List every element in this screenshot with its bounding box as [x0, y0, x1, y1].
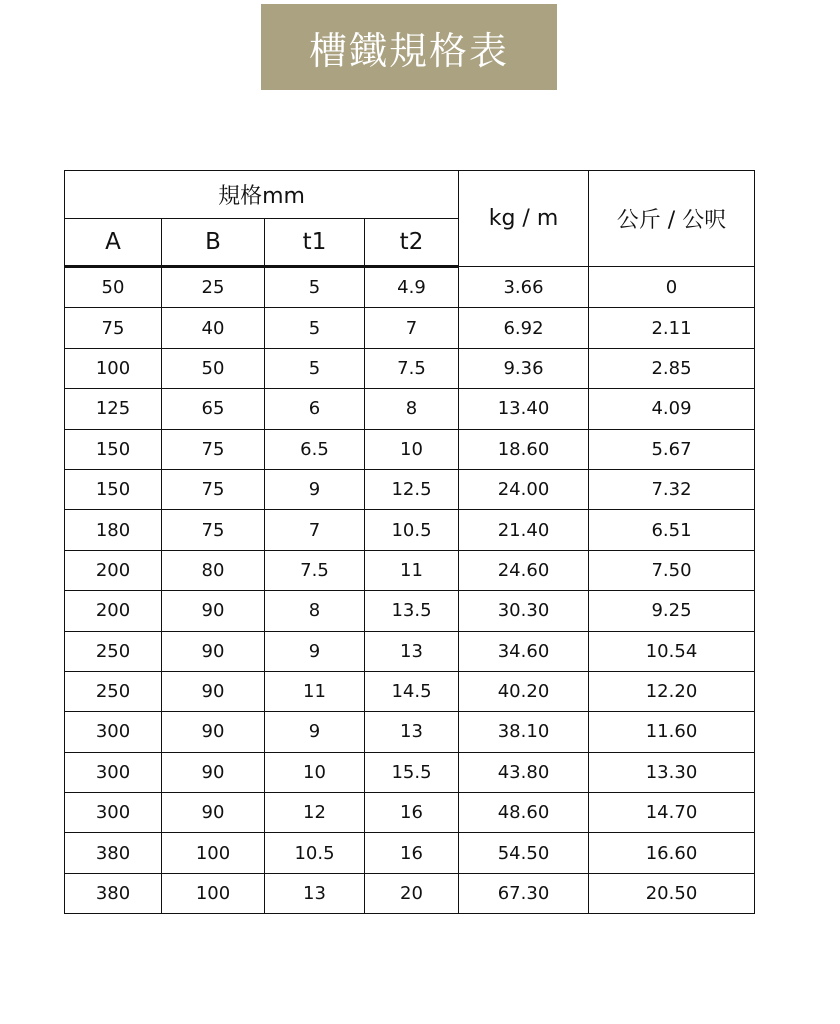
cell-a: 200 [65, 591, 162, 631]
table-row [65, 671, 755, 711]
table-row [65, 510, 755, 550]
cell-kg-per-m: 40.20 [459, 671, 589, 711]
cell-kg-per-ft: 12.20 [589, 671, 755, 711]
cell-a: 380 [65, 873, 162, 913]
cell-a: 100 [65, 348, 162, 388]
table-row [65, 591, 755, 631]
cell-kg-per-m: 18.60 [459, 429, 589, 469]
cell-t1: 10 [265, 752, 365, 792]
cell-t2: 12.5 [365, 469, 459, 509]
cell-t1: 9 [265, 469, 365, 509]
column-header-t1: t1 [265, 219, 365, 267]
cell-b: 75 [162, 510, 265, 550]
cell-t2: 10 [365, 429, 459, 469]
cell-a: 380 [65, 833, 162, 873]
cell-b: 65 [162, 389, 265, 429]
cell-b: 25 [162, 267, 265, 308]
cell-kg-per-m: 67.30 [459, 873, 589, 913]
cell-a: 50 [65, 267, 162, 308]
cell-kg-per-m: 24.60 [459, 550, 589, 590]
cell-kg-per-m: 21.40 [459, 510, 589, 550]
cell-kg-per-m: 9.36 [459, 348, 589, 388]
cell-kg-per-m: 3.66 [459, 267, 589, 308]
cell-t2: 13 [365, 631, 459, 671]
cell-t2: 13.5 [365, 591, 459, 631]
cell-kg-per-m: 38.10 [459, 712, 589, 752]
cell-kg-per-m: 6.92 [459, 308, 589, 348]
cell-t1: 6 [265, 389, 365, 429]
cell-b: 75 [162, 429, 265, 469]
cell-b: 90 [162, 752, 265, 792]
cell-t2: 13 [365, 712, 459, 752]
column-header-a: A [65, 219, 162, 267]
cell-a: 180 [65, 510, 162, 550]
cell-a: 300 [65, 712, 162, 752]
cell-kg-per-m: 54.50 [459, 833, 589, 873]
cell-t1: 7.5 [265, 550, 365, 590]
cell-a: 300 [65, 793, 162, 833]
cell-kg-per-m: 24.00 [459, 469, 589, 509]
spec-mm-header: 規格mm [65, 171, 459, 219]
cell-t1: 12 [265, 793, 365, 833]
cell-t1: 5 [265, 308, 365, 348]
table-row [65, 469, 755, 509]
cell-kg-per-m: 13.40 [459, 389, 589, 429]
cell-t2: 16 [365, 833, 459, 873]
table-row [65, 308, 755, 348]
cell-t2: 15.5 [365, 752, 459, 792]
cell-t1: 10.5 [265, 833, 365, 873]
table-row [65, 873, 755, 913]
cell-b: 100 [162, 873, 265, 913]
cell-t1: 5 [265, 348, 365, 388]
cell-kg-per-ft: 11.60 [589, 712, 755, 752]
table-row [65, 550, 755, 590]
column-header-b: B [162, 219, 265, 267]
cell-a: 200 [65, 550, 162, 590]
table-row [65, 833, 755, 873]
header-row-group [65, 171, 755, 219]
table-row [65, 712, 755, 752]
cell-kg-per-ft: 5.67 [589, 429, 755, 469]
cell-kg-per-m: 43.80 [459, 752, 589, 792]
column-header-t2: t2 [365, 219, 459, 267]
cell-b: 90 [162, 671, 265, 711]
cell-t2: 11 [365, 550, 459, 590]
cell-t1: 6.5 [265, 429, 365, 469]
cell-b: 75 [162, 469, 265, 509]
cell-kg-per-m: 30.30 [459, 591, 589, 631]
cell-kg-per-ft: 10.54 [589, 631, 755, 671]
cell-a: 150 [65, 469, 162, 509]
table-row [65, 631, 755, 671]
cell-kg-per-ft: 2.85 [589, 348, 755, 388]
cell-b: 90 [162, 631, 265, 671]
cell-t1: 13 [265, 873, 365, 913]
kg-per-ft-header: 公斤 / 公呎 [589, 171, 755, 267]
cell-kg-per-m: 48.60 [459, 793, 589, 833]
cell-kg-per-ft: 16.60 [589, 833, 755, 873]
cell-b: 90 [162, 712, 265, 752]
cell-b: 100 [162, 833, 265, 873]
cell-a: 125 [65, 389, 162, 429]
channel-steel-spec-table [64, 170, 755, 914]
cell-kg-per-ft: 13.30 [589, 752, 755, 792]
cell-t2: 10.5 [365, 510, 459, 550]
cell-t2: 20 [365, 873, 459, 913]
cell-t2: 4.9 [365, 267, 459, 308]
table-body [65, 267, 755, 914]
cell-kg-per-m: 34.60 [459, 631, 589, 671]
cell-kg-per-ft: 20.50 [589, 873, 755, 913]
kg-per-m-header: kg / m [459, 171, 589, 267]
cell-t1: 9 [265, 712, 365, 752]
cell-t2: 7.5 [365, 348, 459, 388]
cell-kg-per-ft: 2.11 [589, 308, 755, 348]
cell-b: 80 [162, 550, 265, 590]
cell-t1: 11 [265, 671, 365, 711]
cell-t1: 5 [265, 267, 365, 308]
cell-t1: 7 [265, 510, 365, 550]
table-row [65, 389, 755, 429]
cell-b: 50 [162, 348, 265, 388]
cell-t2: 7 [365, 308, 459, 348]
cell-a: 75 [65, 308, 162, 348]
table-row [65, 429, 755, 469]
cell-kg-per-ft: 14.70 [589, 793, 755, 833]
cell-t1: 8 [265, 591, 365, 631]
cell-a: 250 [65, 631, 162, 671]
cell-t2: 14.5 [365, 671, 459, 711]
cell-kg-per-ft: 6.51 [589, 510, 755, 550]
cell-kg-per-ft: 0 [589, 267, 755, 308]
table-row [65, 267, 755, 308]
table-row [65, 793, 755, 833]
cell-t1: 9 [265, 631, 365, 671]
cell-kg-per-ft: 4.09 [589, 389, 755, 429]
cell-a: 250 [65, 671, 162, 711]
cell-t2: 8 [365, 389, 459, 429]
title-banner [261, 4, 557, 90]
cell-t2: 16 [365, 793, 459, 833]
cell-kg-per-ft: 7.32 [589, 469, 755, 509]
page-title: 槽鐵規格表 [308, 28, 509, 73]
cell-b: 90 [162, 793, 265, 833]
table-row [65, 348, 755, 388]
table-row [65, 752, 755, 792]
cell-kg-per-ft: 7.50 [589, 550, 755, 590]
cell-kg-per-ft: 9.25 [589, 591, 755, 631]
cell-a: 150 [65, 429, 162, 469]
cell-a: 300 [65, 752, 162, 792]
cell-b: 40 [162, 308, 265, 348]
cell-b: 90 [162, 591, 265, 631]
